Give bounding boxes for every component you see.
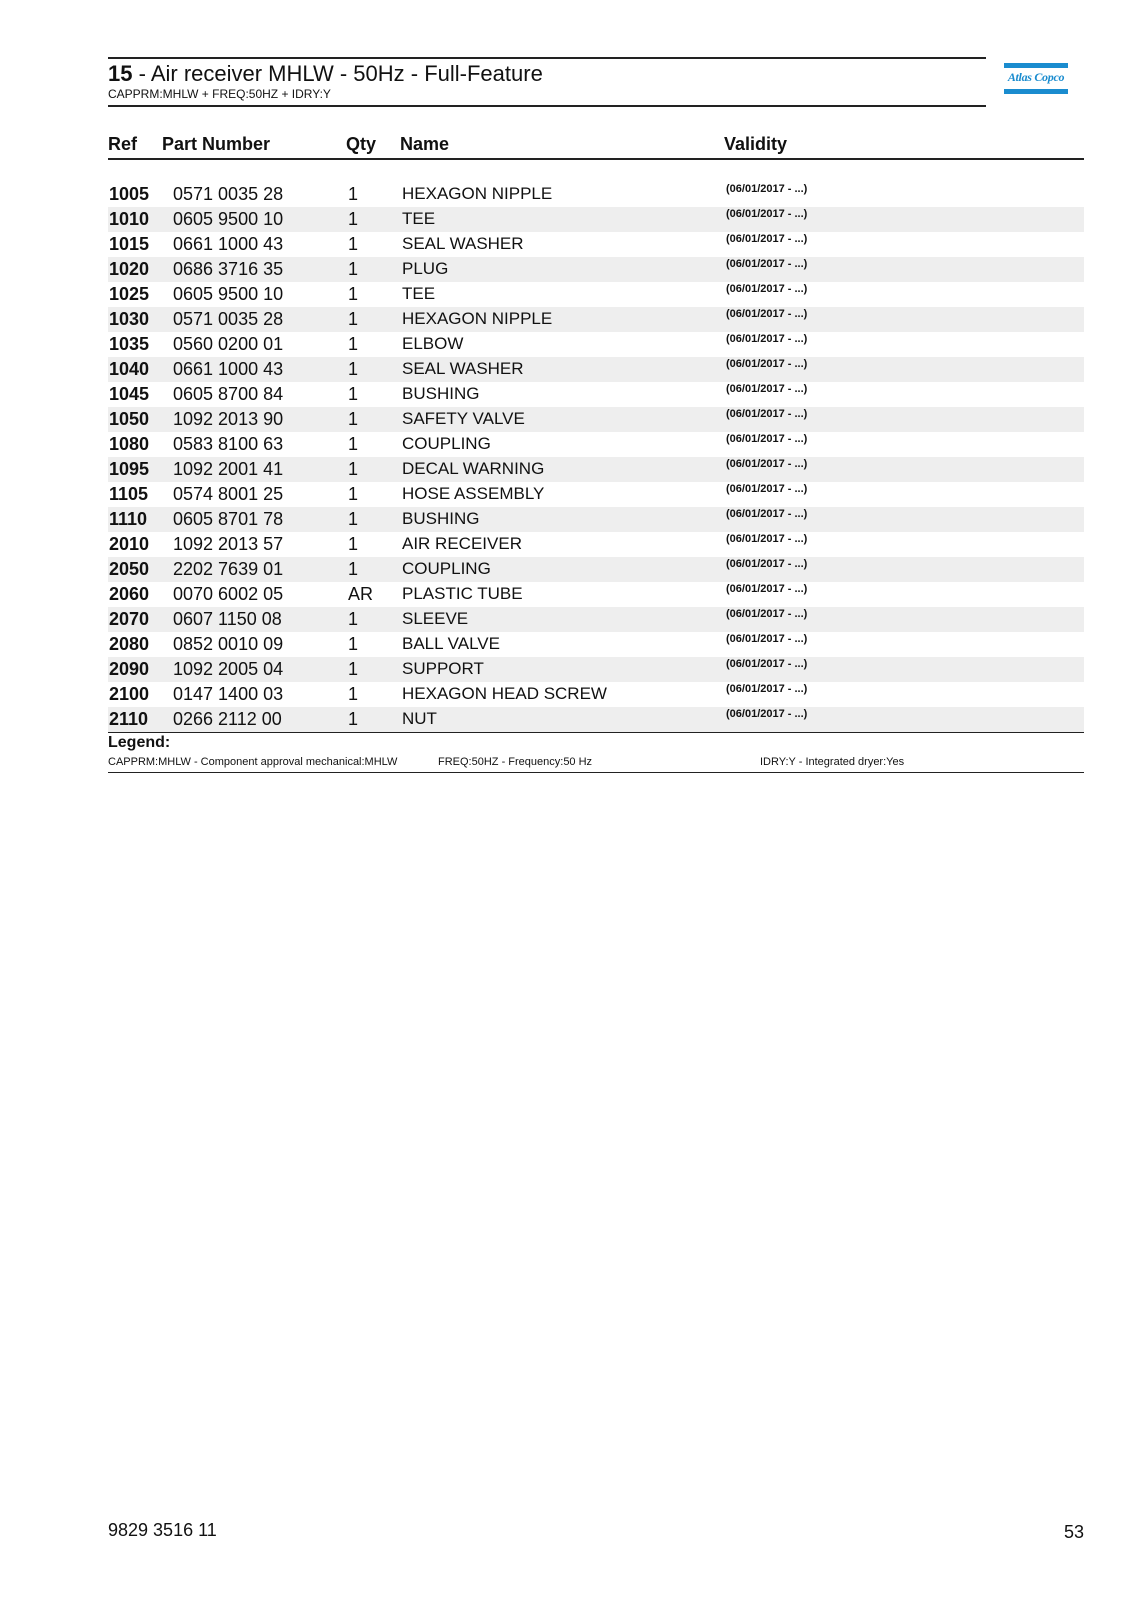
header-divider	[108, 158, 1084, 160]
column-header-qty: Qty	[346, 134, 377, 154]
cell-name: SLEEVE	[402, 609, 469, 628]
section-title: - Air receiver MHLW - 50Hz - Full-Feature	[132, 61, 543, 86]
table-row	[108, 582, 1084, 607]
page-header	[108, 57, 986, 107]
cell-qty: 1	[348, 284, 359, 304]
cell-ref: 1080	[109, 434, 150, 454]
legend-title: Legend:	[108, 734, 171, 751]
cell-name: PLUG	[402, 259, 449, 278]
legend-item-freq: FREQ:50HZ - Frequency:50 Hz	[438, 756, 593, 768]
cell-part-number: 0605 8701 78	[173, 509, 284, 529]
table-row	[108, 382, 1084, 407]
page-subtitle: CAPPRM:MHLW + FREQ:50HZ + IDRY:Y	[108, 87, 331, 101]
cell-qty: 1	[348, 684, 359, 704]
cell-name: HOSE ASSEMBLY	[402, 484, 545, 503]
cell-ref: 2050	[109, 559, 150, 579]
cell-validity: (06/01/2017 - ...)	[726, 633, 808, 645]
table-row	[108, 357, 1084, 382]
cell-name: HEXAGON NIPPLE	[402, 184, 553, 203]
cell-ref: 2060	[109, 584, 150, 604]
cell-part-number: 0605 8700 84	[173, 384, 284, 404]
cell-name: AIR RECEIVER	[402, 534, 522, 553]
cell-ref: 1030	[109, 309, 150, 329]
table-row	[108, 257, 1084, 282]
cell-qty: 1	[348, 309, 359, 329]
cell-name: TEE	[402, 284, 436, 303]
cell-qty: 1	[348, 534, 359, 554]
cell-name: BALL VALVE	[402, 634, 500, 653]
table-row	[108, 507, 1084, 532]
cell-part-number: 1092 2013 90	[173, 409, 284, 429]
table-row	[108, 307, 1084, 332]
cell-qty: 1	[348, 384, 359, 404]
cell-part-number: 2202 7639 01	[173, 559, 284, 579]
table-row	[108, 332, 1084, 357]
column-header-validity: Validity	[724, 134, 788, 154]
cell-validity: (06/01/2017 - ...)	[726, 358, 808, 370]
table-row	[108, 707, 1084, 732]
table-row	[108, 182, 1084, 207]
cell-ref: 1040	[109, 359, 150, 379]
table-row	[108, 482, 1084, 507]
cell-ref: 1045	[109, 384, 150, 404]
cell-name: NUT	[402, 709, 437, 728]
cell-validity: (06/01/2017 - ...)	[726, 233, 808, 245]
cell-part-number: 0266 2112 00	[173, 709, 282, 729]
cell-ref: 1110	[109, 509, 148, 529]
cell-validity: (06/01/2017 - ...)	[726, 433, 808, 445]
cell-part-number: 1092 2005 04	[173, 659, 284, 679]
logo-bar-top	[1004, 63, 1068, 68]
table-row	[108, 657, 1084, 682]
cell-name: SEAL WASHER	[402, 234, 524, 253]
cell-qty: 1	[348, 709, 359, 729]
cell-name: SAFETY VALVE	[402, 409, 525, 428]
cell-validity: (06/01/2017 - ...)	[726, 208, 808, 220]
parts-table	[108, 182, 1084, 732]
cell-ref: 1005	[109, 184, 150, 204]
cell-validity: (06/01/2017 - ...)	[726, 383, 808, 395]
cell-part-number: 0852 0010 09	[173, 634, 284, 654]
cell-validity: (06/01/2017 - ...)	[726, 508, 808, 520]
cell-part-number: 0574 8001 25	[173, 484, 284, 504]
table-row	[108, 407, 1084, 432]
table-row	[108, 457, 1084, 482]
cell-ref: 1010	[109, 209, 150, 229]
cell-part-number: 0661 1000 43	[173, 234, 284, 254]
cell-part-number: 1092 2013 57	[173, 534, 284, 554]
cell-part-number: 0147 1400 03	[173, 684, 284, 704]
cell-qty: 1	[348, 359, 359, 379]
cell-ref: 1050	[109, 409, 150, 429]
table-row	[108, 532, 1084, 557]
cell-qty: 1	[348, 634, 359, 654]
cell-name: BUSHING	[402, 509, 480, 528]
cell-part-number: 0607 1150 08	[173, 609, 282, 629]
cell-validity: (06/01/2017 - ...)	[726, 658, 808, 670]
cell-name: HEXAGON NIPPLE	[402, 309, 553, 328]
legend-item-idry: IDRY:Y - Integrated dryer:Yes	[760, 756, 905, 768]
cell-part-number: 0571 0035 28	[173, 184, 284, 204]
page-number: 53	[1063, 1522, 1084, 1542]
cell-validity: (06/01/2017 - ...)	[726, 558, 808, 570]
cell-name: BUSHING	[402, 384, 480, 403]
cell-part-number: 0605 9500 10	[173, 209, 284, 229]
cell-qty: 1	[348, 484, 359, 504]
cell-part-number: 0070 6002 05	[173, 584, 284, 604]
section-number: 15	[108, 61, 133, 86]
cell-ref: 1105	[109, 484, 149, 504]
cell-name: HEXAGON HEAD SCREW	[402, 684, 607, 703]
table-row	[108, 607, 1084, 632]
table-row	[108, 682, 1084, 707]
cell-name: SUPPORT	[402, 659, 484, 678]
cell-validity: (06/01/2017 - ...)	[726, 583, 808, 595]
cell-qty: 1	[348, 184, 359, 204]
cell-qty: 1	[348, 234, 359, 254]
cell-ref: 1035	[109, 334, 150, 354]
cell-name: COUPLING	[402, 559, 491, 578]
atlas-copco-logo	[1004, 63, 1068, 95]
legend-bottom-divider	[108, 772, 1084, 773]
table-row	[108, 557, 1084, 582]
cell-ref: 1095	[109, 459, 150, 479]
column-header-ref: Ref	[108, 134, 138, 154]
cell-qty: 1	[348, 459, 359, 479]
column-header-name: Name	[400, 134, 450, 154]
legend-divider	[108, 732, 1084, 733]
page-title	[108, 61, 543, 87]
cell-ref: 2080	[109, 634, 150, 654]
cell-qty: 1	[348, 209, 359, 229]
cell-name: SEAL WASHER	[402, 359, 524, 378]
cell-part-number: 0571 0035 28	[173, 309, 284, 329]
cell-validity: (06/01/2017 - ...)	[726, 458, 808, 470]
cell-qty: 1	[348, 434, 359, 454]
cell-ref: 2110	[109, 709, 149, 729]
cell-validity: (06/01/2017 - ...)	[726, 308, 808, 320]
cell-name: ELBOW	[402, 334, 464, 353]
cell-ref: 2090	[109, 659, 150, 679]
table-row	[108, 207, 1084, 232]
cell-ref: 1025	[109, 284, 150, 304]
cell-part-number: 0686 3716 35	[173, 259, 284, 279]
cell-name: TEE	[402, 209, 436, 228]
cell-validity: (06/01/2017 - ...)	[726, 483, 808, 495]
cell-ref: 1015	[109, 234, 150, 254]
cell-qty: 1	[348, 509, 359, 529]
cell-name: DECAL WARNING	[402, 459, 545, 478]
cell-qty: 1	[348, 409, 359, 429]
legend-item-capprm: CAPPRM:MHLW - Component approval mechanical:MHLW	[108, 756, 398, 768]
table-row	[108, 432, 1084, 457]
cell-validity: (06/01/2017 - ...)	[726, 608, 808, 620]
logo-text: Atlas Copco	[1007, 70, 1065, 84]
column-header-part-number: Part Number	[162, 134, 271, 154]
cell-ref: 2010	[109, 534, 150, 554]
cell-part-number: 1092 2001 41	[173, 459, 284, 479]
cell-validity: (06/01/2017 - ...)	[726, 533, 808, 545]
cell-qty: AR	[348, 584, 374, 604]
cell-validity: (06/01/2017 - ...)	[726, 283, 808, 295]
table-row	[108, 232, 1084, 257]
cell-ref: 1020	[109, 259, 150, 279]
table-row	[108, 632, 1084, 657]
cell-name: PLASTIC TUBE	[402, 584, 523, 603]
cell-validity: (06/01/2017 - ...)	[726, 708, 808, 720]
cell-validity: (06/01/2017 - ...)	[726, 333, 808, 345]
table-row	[108, 282, 1084, 307]
cell-qty: 1	[348, 334, 359, 354]
cell-ref: 2100	[109, 684, 150, 704]
cell-validity: (06/01/2017 - ...)	[726, 258, 808, 270]
cell-validity: (06/01/2017 - ...)	[726, 183, 808, 195]
cell-part-number: 0560 0200 01	[173, 334, 284, 354]
cell-qty: 1	[348, 259, 359, 279]
cell-qty: 1	[348, 559, 359, 579]
cell-part-number: 0583 8100 63	[173, 434, 284, 454]
cell-ref: 2070	[109, 609, 150, 629]
document-number: 9829 3516 11	[108, 1520, 217, 1540]
cell-validity: (06/01/2017 - ...)	[726, 683, 808, 695]
logo-bar-bottom	[1004, 89, 1068, 94]
cell-part-number: 0605 9500 10	[173, 284, 284, 304]
cell-part-number: 0661 1000 43	[173, 359, 284, 379]
cell-qty: 1	[348, 609, 359, 629]
cell-name: COUPLING	[402, 434, 491, 453]
cell-qty: 1	[348, 659, 359, 679]
cell-validity: (06/01/2017 - ...)	[726, 408, 808, 420]
